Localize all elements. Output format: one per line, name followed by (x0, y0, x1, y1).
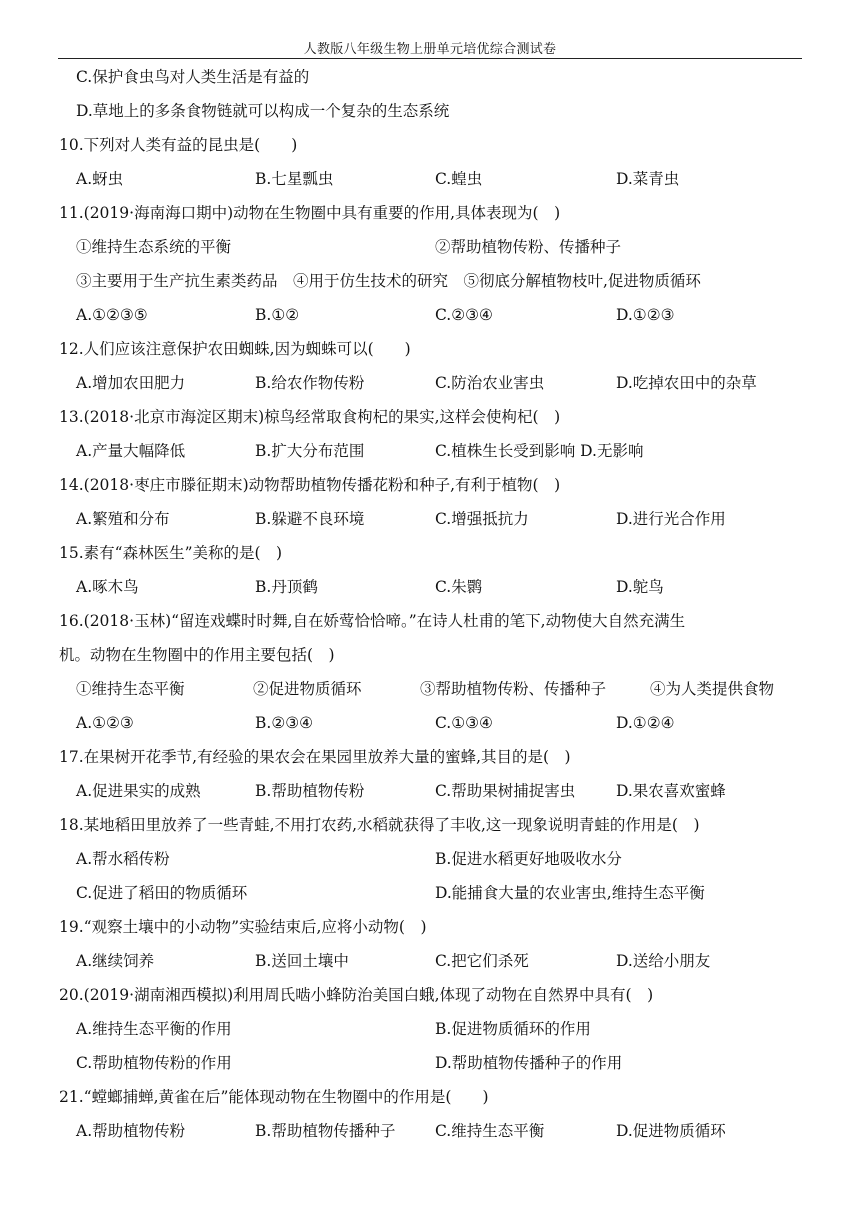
question-17 (0, 745, 860, 769)
statement-1: ①维持生态系统的平衡 (76, 238, 232, 256)
option-c: C.促进了稻田的物质循环 (76, 884, 248, 902)
option-d: D.①②③ (616, 306, 675, 324)
option-d: D.菜青虫 (616, 170, 680, 188)
option-a: A.啄木鸟 (76, 578, 139, 596)
option-a: A.蚜虫 (76, 170, 124, 188)
statements-11 (0, 235, 860, 259)
options-20-cd (0, 1051, 860, 1075)
question-13 (0, 405, 860, 429)
option-c: C.蝗虫 (435, 170, 483, 188)
option-c: C.维持生态平衡 (435, 1122, 545, 1140)
question-stem: 12.人们应该注意保护农田蜘蛛,因为蜘蛛可以( ) (59, 340, 411, 358)
options-14 (0, 507, 860, 531)
option-d: D.草地上的多条食物链就可以构成一个复杂的生态系统 (76, 102, 450, 120)
option-b: B.躲避不良环境 (255, 510, 365, 528)
question-stem: 21.“螳螂捕蝉,黄雀在后”能体现动物在生物圈中的作用是( ) (59, 1088, 489, 1106)
question-stem: 17.在果树开花季节,有经验的果农会在果园里放养大量的蜜蜂,其目的是( ) (59, 748, 571, 766)
option-d: D.促进物质循环 (616, 1122, 726, 1140)
question-15 (0, 541, 860, 565)
options-21 (0, 1119, 860, 1143)
option-b: B.帮助植物传粉 (255, 782, 365, 800)
option-a: A.帮水稻传粉 (76, 850, 170, 868)
option-b: B.促进水稻更好地吸收水分 (435, 850, 622, 868)
option-c: C.保护食虫鸟对人类生活是有益的 (76, 68, 310, 86)
option-c-d: C.植株生长受到影响 D.无影响 (435, 442, 644, 460)
option-d: D.帮助植物传播种子的作用 (435, 1054, 623, 1072)
option-b: B.促进物质循环的作用 (435, 1020, 591, 1038)
options-16 (0, 711, 860, 735)
options-18-ab (0, 847, 860, 871)
option-c: C.①③④ (435, 714, 493, 732)
option-d: D.能捕食大量的农业害虫,维持生态平衡 (435, 884, 705, 902)
question-stem-continued: 机。动物在生物圈中的作用主要包括( ) (59, 646, 335, 664)
options-10 (0, 167, 860, 191)
statement-1: ①维持生态平衡 (76, 680, 185, 698)
statements-11b (0, 269, 860, 293)
option-a: A.维持生态平衡的作用 (76, 1020, 232, 1038)
option-b: B.扩大分布范围 (255, 442, 365, 460)
option-a: A.帮助植物传粉 (76, 1122, 186, 1140)
question-21 (0, 1085, 860, 1109)
options-11 (0, 303, 860, 327)
header-title: 人教版八年级生物上册单元培优综合测试卷 (303, 42, 557, 57)
option-b: B.给农作物传粉 (255, 374, 365, 392)
option-c: C.帮助果树捕捉害虫 (435, 782, 576, 800)
option-c: C.②③④ (435, 306, 493, 324)
option-d: D.鸵鸟 (616, 578, 664, 596)
option-c: C.防治农业害虫 (435, 374, 545, 392)
question-stem: 13.(2018·北京市海淀区期末)椋鸟经常取食枸杞的果实,这样会使枸杞( ) (59, 408, 561, 426)
question-14 (0, 473, 860, 497)
option-c: C.帮助植物传粉的作用 (76, 1054, 232, 1072)
options-13 (0, 439, 860, 463)
option-line (0, 99, 860, 123)
options-12 (0, 371, 860, 395)
question-stem: 18.某地稻田里放养了一些青蛙,不用打农药,水稻就获得了丰收,这一现象说明青蛙的作用是( ) (59, 816, 700, 834)
option-b: B.送回土壤中 (255, 952, 349, 970)
options-19 (0, 949, 860, 973)
question-16-cont (0, 643, 860, 667)
option-d: D.果农喜欢蜜蜂 (616, 782, 726, 800)
options-20-ab (0, 1017, 860, 1041)
option-d: D.进行光合作用 (616, 510, 726, 528)
option-a: A.产量大幅降低 (76, 442, 186, 460)
option-b: B.②③④ (255, 714, 314, 732)
option-b: B.①② (255, 306, 300, 324)
option-b: B.帮助植物传播种子 (255, 1122, 396, 1140)
question-stem: 20.(2019·湖南湘西模拟)利用周氏啮小蜂防治美国白蛾,体现了动物在自然界中具有( ) (59, 986, 654, 1004)
question-stem: 15.素有“森林医生”美称的是( ) (59, 544, 283, 562)
option-d: D.①②④ (616, 714, 675, 732)
statements-16 (0, 677, 860, 701)
question-stem: 19.“观察土壤中的小动物”实验结束后,应将小动物( ) (59, 918, 427, 936)
option-d: D.送给小朋友 (616, 952, 711, 970)
question-20 (0, 983, 860, 1007)
question-18 (0, 813, 860, 837)
statement-4: ④为人类提供食物 (650, 680, 775, 698)
question-10 (0, 133, 860, 157)
option-line (0, 65, 860, 89)
question-stem: 16.(2018·玉林)“留连戏蝶时时舞,自在娇莺恰恰啼。”在诗人杜甫的笔下,动物使大自然充满生 (59, 612, 686, 630)
option-c: C.增强抵抗力 (435, 510, 529, 528)
statement-3: ③帮助植物传粉、传播种子 (420, 680, 607, 698)
option-a: A.繁殖和分布 (76, 510, 170, 528)
option-b: B.七星瓢虫 (255, 170, 334, 188)
statement-3-4-5: ③主要用于生产抗生素类药品 ④用于仿生技术的研究 ⑤彻底分解植物枝叶,促进物质循环 (76, 272, 701, 290)
question-12 (0, 337, 860, 361)
options-18-cd (0, 881, 860, 905)
option-b: B.丹顶鹤 (255, 578, 318, 596)
question-11 (0, 201, 860, 225)
option-a: A.增加农田肥力 (76, 374, 186, 392)
statement-2: ②促进物质循环 (253, 680, 362, 698)
options-17 (0, 779, 860, 803)
question-stem: 11.(2019·海南海口期中)动物在生物圈中具有重要的作用,具体表现为( ) (59, 204, 561, 222)
option-a: A.①②③ (76, 714, 134, 732)
question-stem: 10.下列对人类有益的昆虫是( ) (59, 136, 298, 154)
option-d: D.吃掉农田中的杂草 (616, 374, 757, 392)
question-stem: 14.(2018·枣庄市滕征期末)动物帮助植物传播花粉和种子,有利于植物( ) (59, 476, 561, 494)
option-a: A.促进果实的成熟 (76, 782, 201, 800)
statement-2: ②帮助植物传粉、传播种子 (435, 238, 622, 256)
option-c: C.把它们杀死 (435, 952, 529, 970)
question-19 (0, 915, 860, 939)
header-divider (58, 58, 802, 59)
options-15 (0, 575, 860, 599)
option-a: A.①②③⑤ (76, 306, 148, 324)
option-a: A.继续饲养 (76, 952, 155, 970)
option-c: C.朱鹮 (435, 578, 483, 596)
question-16 (0, 609, 860, 633)
